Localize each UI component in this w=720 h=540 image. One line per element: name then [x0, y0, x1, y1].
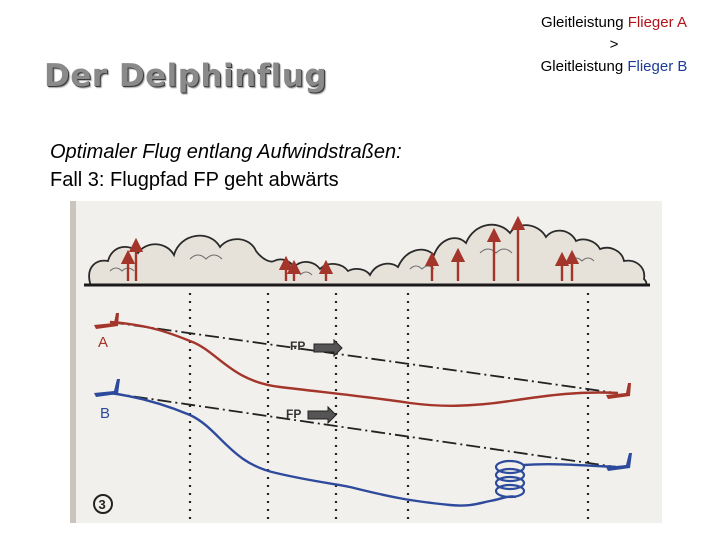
figure-left-edge [70, 201, 76, 523]
dolphin-flight-figure [70, 201, 662, 523]
label-flyer-a: A [98, 334, 109, 351]
subtitle-line-1: Optimaler Flug entlang Aufwindstraßen: [50, 141, 402, 163]
subtitle [50, 138, 402, 194]
fp-label-b: FP [286, 407, 302, 421]
comparison-operator: > [609, 36, 619, 53]
glide-comparison [508, 12, 720, 78]
flyer-b-label: Flieger B [627, 58, 688, 75]
case-number: 3 [98, 497, 106, 512]
slide-title: Der Delphinflug [44, 58, 328, 94]
subtitle-line-2: Fall 3: Flugpfad FP geht abwärts [50, 169, 339, 191]
flyer-a-label: Flieger A [627, 14, 687, 31]
comparison-line-a: Gleitleistung Flieger A [541, 14, 687, 31]
fp-label-a: FP [290, 339, 306, 353]
dolphin-flight-diagram [70, 201, 662, 523]
label-flyer-b: B [100, 405, 111, 422]
comparison-line-b: Gleitleistung Flieger B [540, 58, 688, 75]
